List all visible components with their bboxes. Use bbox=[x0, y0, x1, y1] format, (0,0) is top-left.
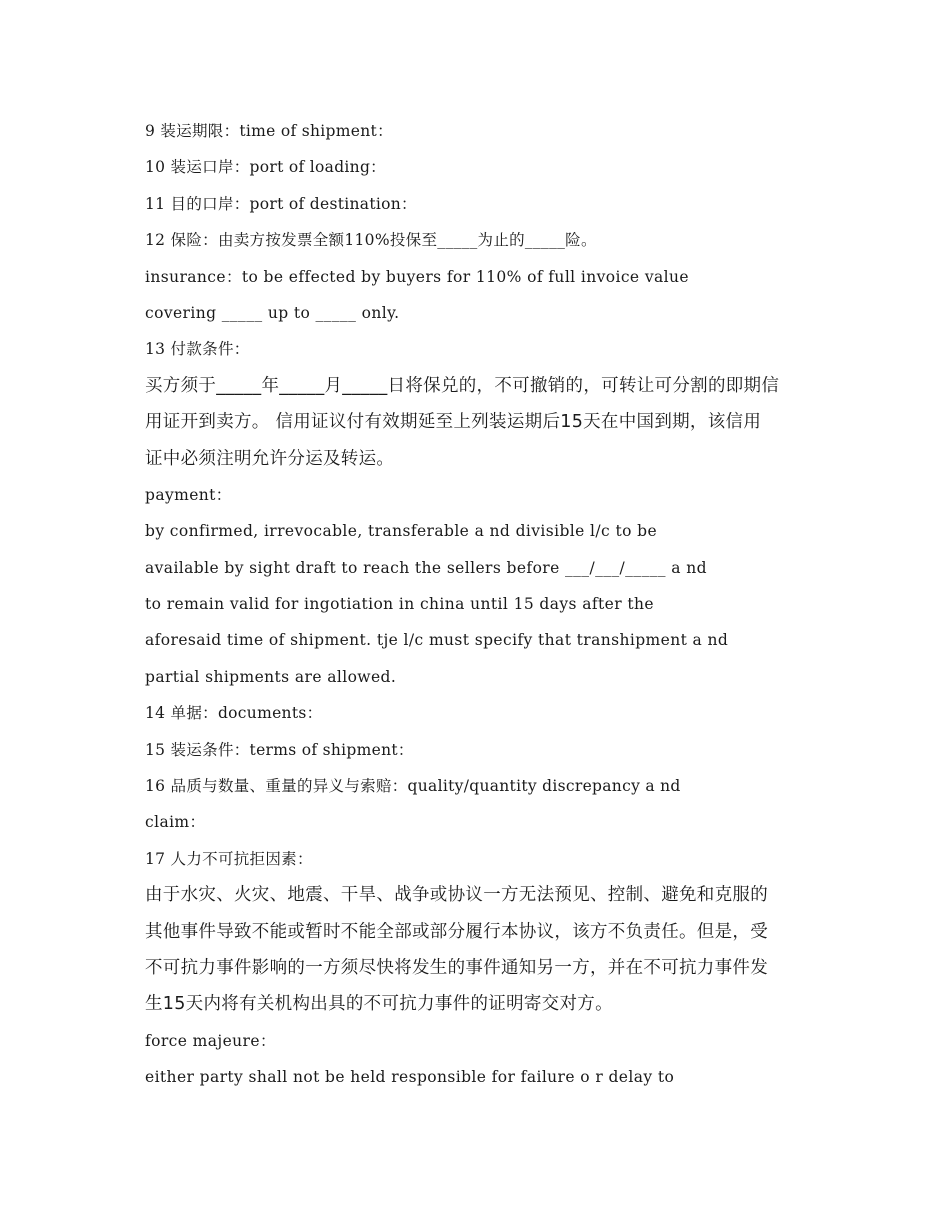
document-page bbox=[145, 113, 825, 1096]
clause-14-documents: 14 单据：documents： bbox=[145, 704, 323, 723]
payment-en-line-2: available by sight draft to reach the sellers before ___/___/_____ a nd bbox=[145, 558, 707, 577]
clause-13-payment-cn-line-2: 用证开到卖方。 信用证议付有效期延至上列装运期后15天在中国到期，该信用 bbox=[145, 412, 762, 433]
clause-12-insurance-cn: 12 保险：由卖方按发票全额110%投保至_____为止的_____险。 bbox=[145, 231, 597, 250]
clause-9-shipment-time: 9 装运期限：time of shipment： bbox=[145, 122, 393, 140]
clause-12-insurance-en-line-1: insurance：to be effected by buyers for 110% of full invoice value bbox=[145, 267, 689, 286]
clause-13-payment-cn-line-1: 买方须于_____年_____月_____日将保兑的，不可撤销的，可转让可分割的即期信 bbox=[145, 375, 780, 396]
force-majeure-en-line-1: either party shall not be held responsible for failure o r delay to bbox=[145, 1068, 675, 1087]
clause-17-force-majeure-cn-line-1: 由于水灾、火灾、地震、干旱、战争或协议一方无法预见、控制、避免和克服的 bbox=[145, 885, 768, 906]
clause-16-discrepancy-line-1: 16 品质与数量、重量的异义与索赔：quality/quantity discrepancy a nd bbox=[145, 777, 681, 796]
clause-12-insurance-en-line-2: covering _____ up to _____ only. bbox=[145, 303, 400, 322]
force-majeure-en-heading: force majeure： bbox=[145, 1031, 276, 1050]
clause-13-payment-cn-line-3: 证中必须注明允许分运及转运。 bbox=[145, 448, 395, 469]
clause-16-discrepancy-line-2: claim： bbox=[145, 813, 206, 832]
clause-17-force-majeure-cn-line-2: 其他事件导致不能或暂时不能全部或部分履行本协议，该方不负责任。但是，受 bbox=[145, 921, 768, 942]
clause-17-force-majeure-heading: 17 人力不可抗拒因素： bbox=[145, 849, 313, 868]
clause-17-force-majeure-cn-line-4: 生15天内将有关机构出具的不可抗力事件的证明寄交对方。 bbox=[145, 994, 613, 1015]
payment-en-heading: payment： bbox=[145, 485, 232, 504]
payment-en-line-5: partial shipments are allowed. bbox=[145, 667, 397, 686]
clause-10-port-of-loading: 10 装运口岸：port of loading： bbox=[145, 158, 386, 177]
payment-en-line-3: to remain valid for ingotiation in china until 15 days after the bbox=[145, 595, 654, 614]
payment-en-line-1: by confirmed, irrevocable, transferable a nd divisible l/c to be bbox=[145, 522, 658, 541]
clause-15-terms-of-shipment: 15 装运条件：terms of shipment： bbox=[145, 740, 414, 759]
clause-17-force-majeure-cn-line-3: 不可抗力事件影响的一方须尽快将发生的事件通知另一方，并在不可抗力事件发 bbox=[145, 957, 768, 978]
clause-13-payment-heading: 13 付款条件： bbox=[145, 340, 250, 359]
clause-11-port-of-destination: 11 目的口岸：port of destination： bbox=[145, 194, 417, 213]
payment-en-line-4: aforesaid time of shipment. tje l/c must specify that transhipment a nd bbox=[145, 631, 729, 650]
